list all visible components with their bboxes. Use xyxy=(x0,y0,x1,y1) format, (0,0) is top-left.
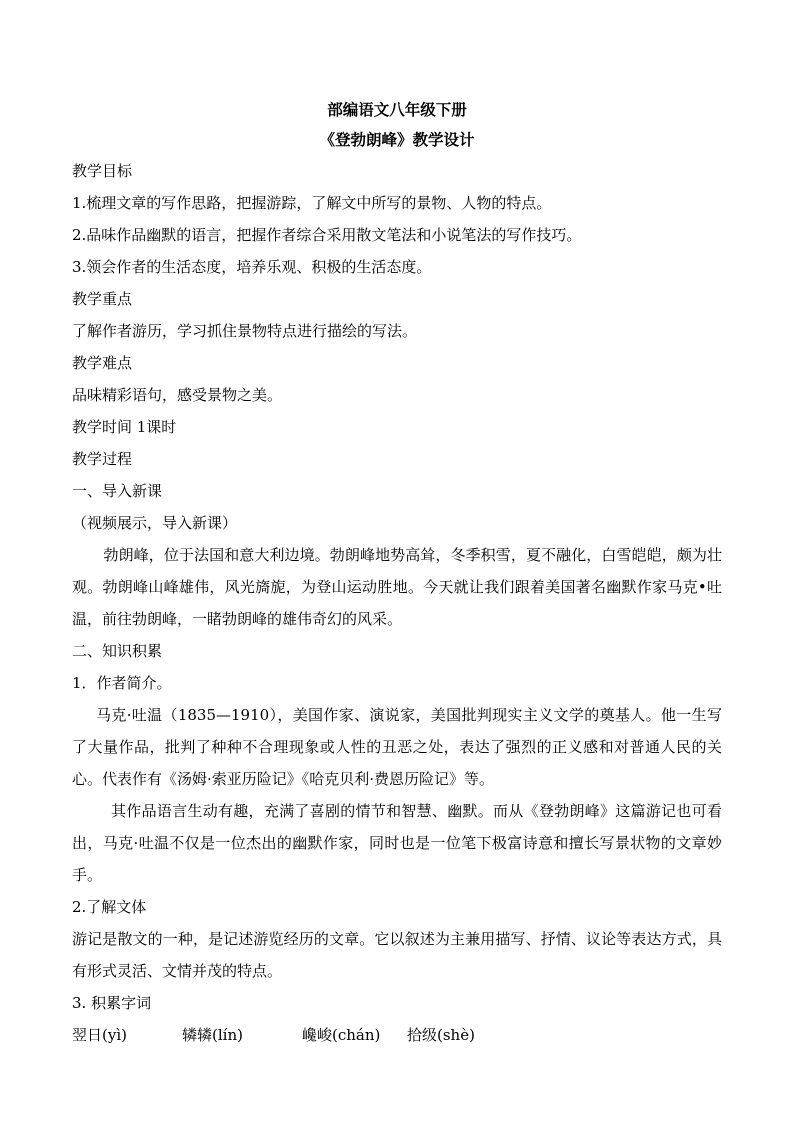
difficulty-heading: 教学难点 xyxy=(72,354,133,372)
vocab-item: 辚辚(lín) xyxy=(182,1026,243,1044)
section-1-paragraph: 勃朗峰，位于法国和意大利边境。勃朗峰地势高耸，冬季积雪，夏不融化，白雪皑皑，颇为壮观。勃朗峰山峰雄伟，风光旖旎，为登山运动胜地。今天就让我们跟着美国著名幽默作家马克•吐温，前往勃朗峰，一睹勃朗峰的雄伟奇幻的风采。 xyxy=(72,546,722,628)
vocab-item: 翌日(yì) xyxy=(72,1026,127,1044)
process-heading: 教学过程 xyxy=(72,450,133,468)
goal-1: 1.梳理文章的写作思路，把握游踪，了解文中所写的景物、人物的特点。 xyxy=(72,194,552,212)
subsection-2-heading: 2.了解文体 xyxy=(72,898,147,916)
document-title-grade: 部编语文八年级下册 xyxy=(327,100,467,119)
document-content xyxy=(72,95,722,1051)
section-1-heading: 一、导入新课 xyxy=(72,482,163,500)
author-paragraph-1: 马克·吐温（1835—1910），美国作家、演说家，美国批判现实主义文学的奠基人。他一生写了大量作品，批判了种种不合理现象或人性的丑恶之处，表达了强烈的正义感和对普通人民的关心。代表作有《汤姆·索亚历险记》《哈克贝利·费恩历险记》等。 xyxy=(72,706,722,788)
goal-3: 3.领会作者的生活态度，培养乐观、积极的生活态度。 xyxy=(72,258,432,276)
goal-2: 2.品味作品幽默的语言，把握作者综合采用散文笔法和小说笔法的写作技巧。 xyxy=(72,226,582,244)
goals-heading: 教学目标 xyxy=(72,162,133,180)
section-1-note: （视频展示，导入新课） xyxy=(72,514,238,532)
subsection-3-heading: 3. 积累字词 xyxy=(72,994,152,1012)
vocabulary-list xyxy=(72,1019,722,1051)
key-point-heading: 教学重点 xyxy=(72,290,133,308)
subsection-1-heading: 1．作者简介。 xyxy=(72,674,172,692)
author-paragraph-2: 其作品语言生动有趣，充满了喜剧的情节和智慧、幽默。而从《登勃朗峰》这篇游记也可看出，马克·吐温不仅是一位杰出的幽默作家，同时也是一位笔下极富诗意和擅长写景状物的文章妙手。 xyxy=(72,802,722,884)
difficulty-text: 品味精彩语句，感受景物之美。 xyxy=(72,386,283,404)
section-2-heading: 二、知识积累 xyxy=(72,642,163,660)
teaching-time: 教学时间 1课时 xyxy=(72,418,177,436)
key-point-text: 了解作者游历，学习抓住景物特点进行描绘的写法。 xyxy=(72,322,418,340)
vocab-item: 巉峻(chán) xyxy=(302,1026,381,1044)
document-title-lesson: 《登勃朗峰》教学设计 xyxy=(319,130,475,149)
genre-paragraph: 游记是散文的一种，是记述游览经历的文章。它以叙述为主兼用描写、抒情、议论等表达方式，具有形式灵活、文情并茂的特点。 xyxy=(72,930,722,980)
vocab-item: 拾级(shè) xyxy=(407,1026,475,1044)
